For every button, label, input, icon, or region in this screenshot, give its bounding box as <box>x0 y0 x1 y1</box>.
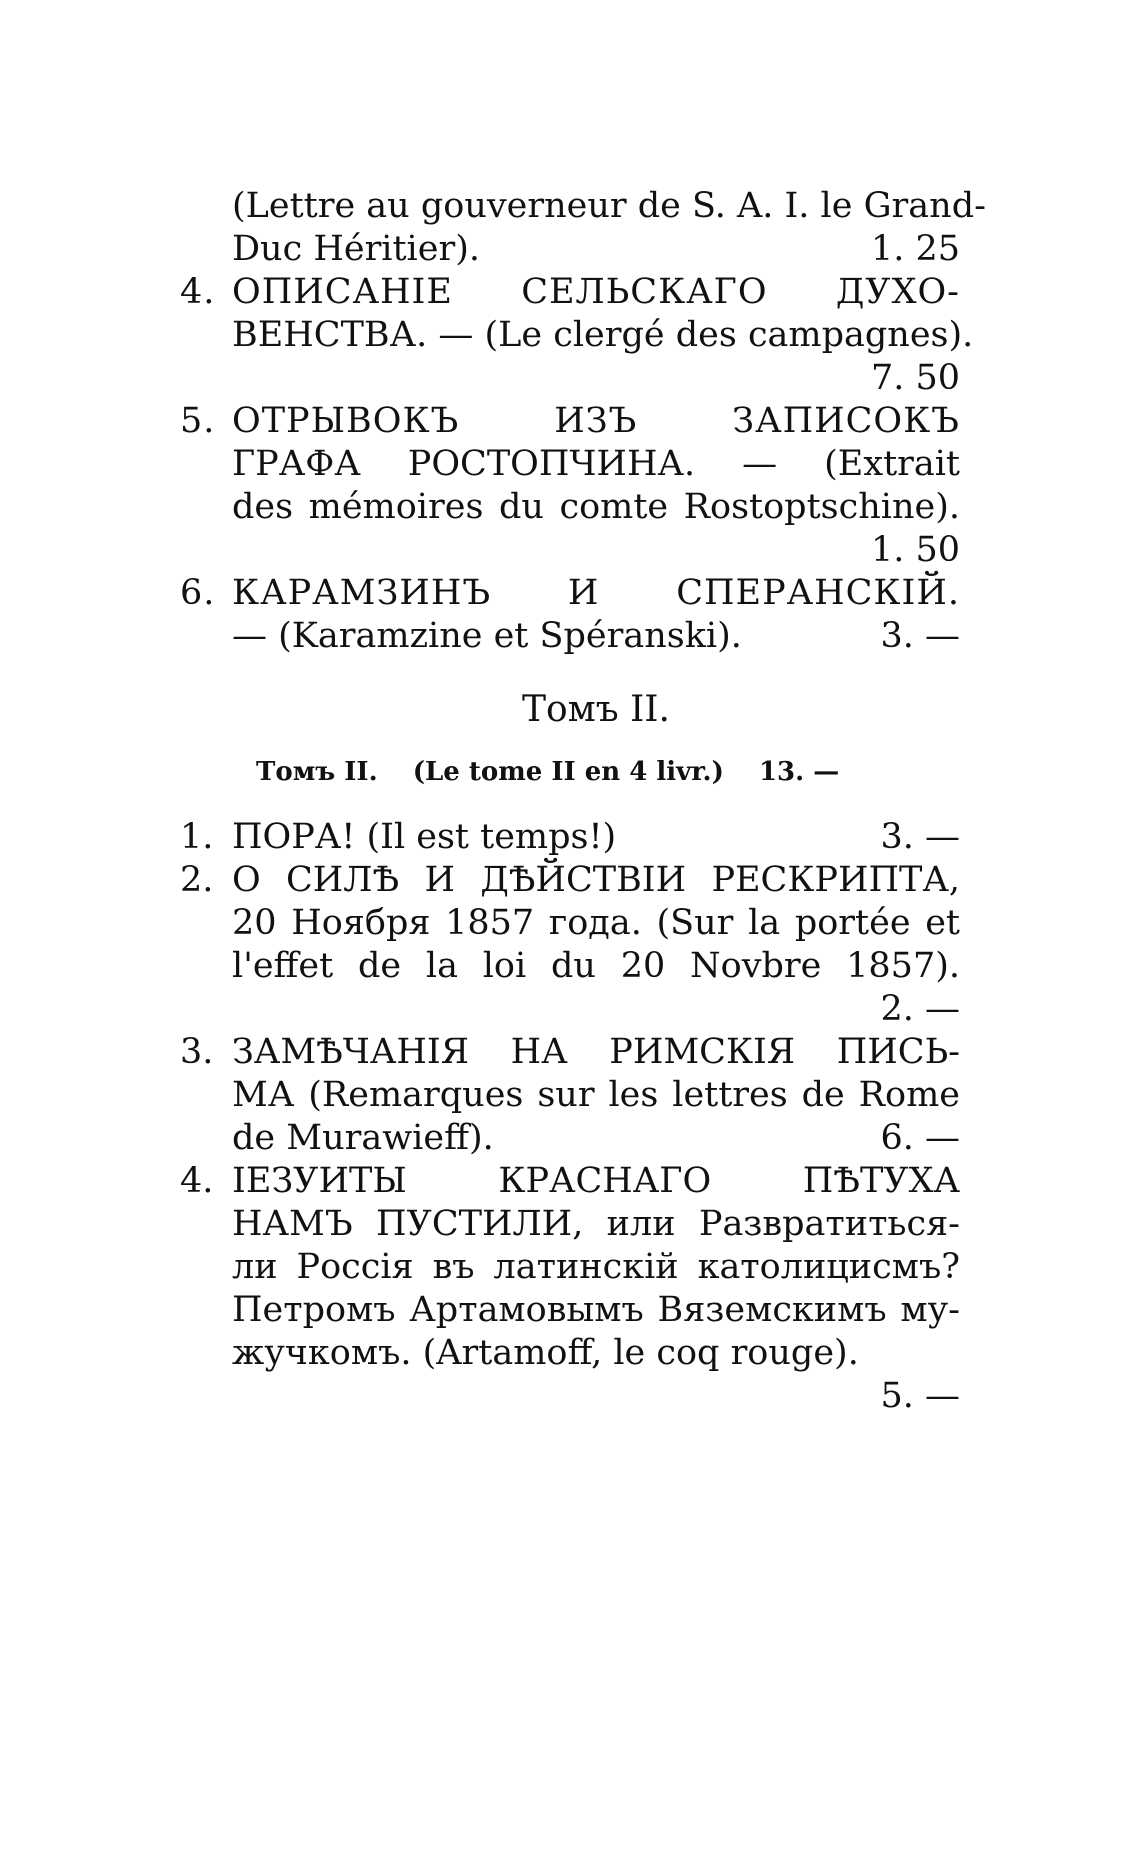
entry-3-text: (Lettre au gouverneur de S. A. I. le Grand- <box>232 186 986 226</box>
entry-4-number: 4. <box>180 272 216 312</box>
t2-entry-1-price: 3. — <box>880 817 960 857</box>
t2-entry-4-title-cont-2: ли Россія въ латинскій католицисмъ? <box>232 1247 960 1287</box>
entry-5-price: 1. 50 <box>870 530 960 570</box>
tome-subheading-label: Томъ II. <box>256 757 378 787</box>
t2-entry-3-title: ЗАМѢЧАНІЯ НА РИМСКІЯ ПИСЬ- <box>232 1032 960 1072</box>
t2-entry-3-line-3 <box>180 1117 960 1160</box>
t2-entry-3-title-cont: МА (Remarques sur les lettres de Rome <box>232 1075 960 1115</box>
t2-entry-3-line-1 <box>180 1031 960 1074</box>
t2-entry-2-price: 2. — <box>880 989 960 1029</box>
t2-entry-2-line-1 <box>180 859 960 902</box>
entry-3-text-end: Duc Héritier). <box>232 229 480 269</box>
entry-4-price-line <box>180 357 960 400</box>
tome-subheading <box>180 754 960 790</box>
t2-entry-2-title-cont: 20 Ноября 1857 года. (Sur la portée et <box>232 903 960 943</box>
entry-5-price-line <box>180 529 960 572</box>
t2-entry-4-line-3 <box>180 1246 960 1289</box>
t2-entry-2-number: 2. <box>180 860 214 900</box>
t2-entry-3-line-2 <box>180 1074 960 1117</box>
entry-6-line-2 <box>180 615 960 658</box>
entry-6-price: 3. — <box>880 616 960 656</box>
entry-4-line-2 <box>180 314 974 357</box>
t2-entry-2-price-line <box>180 988 960 1031</box>
t2-entry-3-title-end: de Murawieff). <box>232 1118 494 1158</box>
entry-4-title: ОПИСАНІЕ СЕЛЬСКАГО ДУХО- <box>232 272 960 312</box>
entry-5-line-2 <box>180 443 960 486</box>
t2-entry-2-line-2 <box>180 902 960 945</box>
t2-entry-1-title: ПОРА! (Il est temps!) <box>232 817 617 857</box>
entry-4-price: 7. 50 <box>870 358 960 398</box>
t2-entry-3-number: 3. <box>180 1032 214 1072</box>
tome-subheading-note: (Le tome II en 4 livr.) <box>412 757 724 787</box>
t2-entry-4-line-5 <box>180 1332 960 1375</box>
entry-5-line-1 <box>180 400 960 443</box>
entry-3-continuation-line-2 <box>180 228 960 271</box>
t2-entry-1-number: 1. <box>180 817 214 857</box>
t2-entry-4-title-end: жучкомъ. (Artamoff, le coq rouge). <box>232 1333 859 1373</box>
t2-entry-3-price: 6. — <box>880 1118 960 1158</box>
tome-heading <box>180 688 960 732</box>
t2-entry-4-line-1 <box>180 1160 960 1203</box>
tome-heading-text: Томъ II. <box>522 689 670 730</box>
entry-5-title-end: des mémoires du comte Rostoptschine). <box>232 487 960 527</box>
t2-entry-4-title-cont-3: Петромъ Артамовымъ Вяземскимъ му- <box>232 1290 960 1330</box>
entry-5-title-cont: ГРАФА РОСТОПЧИНА. — (Extrait <box>232 444 960 484</box>
entry-3-price: 1. 25 <box>870 229 960 269</box>
t2-entry-2-title-end: l'effet de la loi du 20 Novbre 1857). <box>232 946 960 986</box>
t2-entry-4-number: 4. <box>180 1161 214 1201</box>
entry-4-line-1 <box>180 271 960 314</box>
entry-6-title-cont: — (Karamzine et Spéranski). <box>232 616 742 656</box>
t2-entry-2-title: О СИЛѢ И ДѢЙСТВІИ РЕСКРИПТА, <box>232 860 960 900</box>
t2-entry-4-price-line <box>180 1375 960 1418</box>
entry-5-title: ОТРЫВОКЪ ИЗЪ ЗАПИСОКЪ <box>232 401 960 441</box>
t2-entry-4-title-cont: НАМЪ ПУСТИЛИ, или Развратиться- <box>232 1204 960 1244</box>
t2-entry-2-line-3 <box>180 945 960 988</box>
t2-entry-4-line-2 <box>180 1203 960 1246</box>
entry-5-line-3 <box>180 486 960 529</box>
entry-3-continuation-line-1 <box>180 185 986 228</box>
entry-6-title: КАРАМЗИНЪ И СПЕРАНСКІЙ. <box>232 573 960 613</box>
price-list <box>180 185 986 1418</box>
t2-entry-4-title: ІЕЗУИТЫ КРАСНАГО ПѢТУХА <box>232 1161 960 1201</box>
t2-entry-1-line <box>180 816 960 859</box>
tome-subheading-price: 13. — <box>758 757 840 787</box>
entry-6-number: 6. <box>180 573 216 613</box>
entry-5-number: 5. <box>180 401 216 441</box>
entry-6-line-1 <box>180 572 960 615</box>
entry-4-title-cont: ВЕНСТВА. — (Le clergé des campagnes). <box>232 315 974 355</box>
t2-entry-4-line-4 <box>180 1289 960 1332</box>
t2-entry-4-price: 5. — <box>880 1376 960 1416</box>
